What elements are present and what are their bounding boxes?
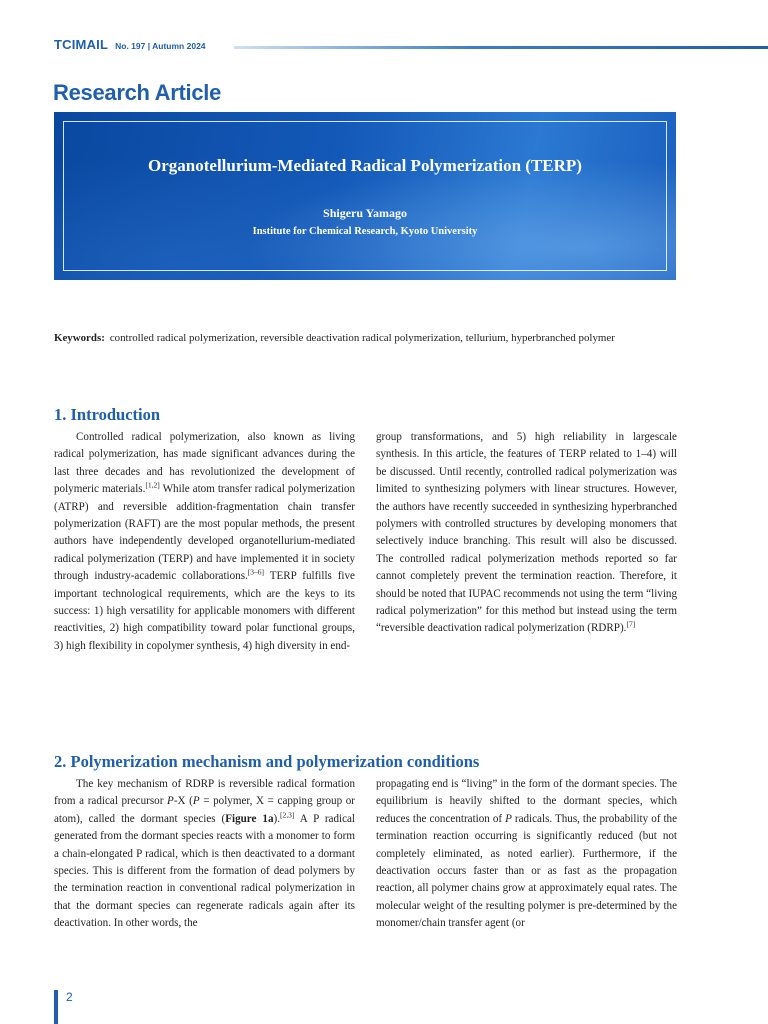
intro-text-1: Controlled radical polymerization, also known as living radical polymerization, has made significant advances during the last three decades and has revolutionized the development of polymeric materials. [54,431,355,496]
keywords-text: controlled radical polymerization, reversible deactivation radical polymerization, tellurium, hyperbranched polymer [109,332,615,344]
intro-text-3: TERP fulfills five important technological requirements, which are the keys to its success: 1) high versatility for applicable monomers with different reactivities, 2) high compatibility toward polar functional groups, 3) high flexibility in copolymer synthesis, 4) high diversity in end- [54,570,355,652]
page-number: 2 [66,990,73,1004]
mechanism-left-column [54,776,355,933]
mech-text-3: = polymer, X = capping group or atom), called the dormant species ( [54,795,356,825]
header-rule [234,46,768,49]
citation: [7] [626,619,636,629]
intro-text-2: While atom transfer radical polymerization (ATRP) and reversible addition-fragmentation chain transfer polymerization (RAFT) are the most popular methods, the present authors have independently developed organotellurium-mediated radical polymerization (TERP) and have implemented it in society through industry-academic collaborations. [54,483,356,583]
mech-text-1: The key mechanism of RDRP is reversible radical formation from a radical precursor [54,778,355,808]
italic-p: P [192,795,200,808]
citation: [3–6] [247,567,265,577]
section-kicker: Research Article [53,80,222,105]
issue-label: No. 197 | Autumn 2024 [115,41,206,51]
article-title: Organotellurium-Mediated Radical Polymerization (TERP) [148,156,582,175]
figure-reference: Figure 1a [225,812,274,825]
intro-left-column [54,429,355,655]
intro-paragraph-1 [54,429,355,655]
mechanism-paragraph-2 [376,776,677,933]
mech-text-6: propagating end is “living” in the form of the dormant species. The equilibrium is heavily shifted to the dormant species, which reduces the concentration of [376,778,677,825]
citation: [1,2] [145,480,160,490]
citation: [2,3] [280,810,295,820]
mech-text-7: radicals. Thus, the probability of the termination reaction occurring is significantly reduced (but not completely eliminated, as noted earlier). Furthermore, if the deactivation occurs faster than or as fast as the propagation reaction, all polymer chains grow at approximately equal rates. The molecular weight of the resulting polymer is pre-determined by the monomer/chain transfer agent (or [376,812,677,930]
masthead [54,37,206,52]
mechanism-right-column [376,776,677,933]
mech-text-2: -X ( [173,795,193,808]
intro-right-column [376,429,677,638]
title-banner [54,112,676,280]
section-heading-mechanism: 2. Polymerization mechanism and polymerization conditions [54,752,480,771]
section-heading-introduction: 1. Introduction [54,405,161,424]
title-frame [63,121,667,271]
keywords [54,330,676,347]
article-affiliation: Institute for Chemical Research, Kyoto University [252,226,478,237]
mechanism-paragraph-1 [54,776,355,933]
footer-accent-bar [54,990,58,1024]
italic-p: P [505,812,512,825]
keywords-label: Keywords: [54,332,105,344]
italic-p: P [167,795,174,808]
mech-text-4: ). [273,812,280,825]
intro-paragraph-2 [376,429,677,638]
article-author: Shigeru Yamago [323,206,407,220]
intro-text-4: group transformations, and 5) high reliability in largescale synthesis. In this article, the features of TERP related to 1–4) will be discussed. Until recently, controlled radical polymerization was limited to synthesizing polymers with linear structures. However, the authors have recently succeeded in synthesizing hyperbranched polymers with controlled structures by developing monomers that selectively induce branching. This result will also be discussed. The controlled radical polymerization methods reported so far cannot completely prevent the termination reaction. Therefore, it should be noted that IUPAC recommends not using the term “living radical polymerization” for this method but instead using the term “reversible deactivation radical polymerization (RDRP). [376,431,677,635]
brand-name: TCIMAIL [54,37,109,52]
mech-text-5: A P radical generated from the dormant species reacts with a monomer to form a chain-elongated P radical, which is then deactivated to a dormant species. This is different from the formation of dead polymers by the termination reaction in conventional radical polymerization in that the dormant species can regenerate radicals again after its deactivation. In other words, the [54,812,356,930]
